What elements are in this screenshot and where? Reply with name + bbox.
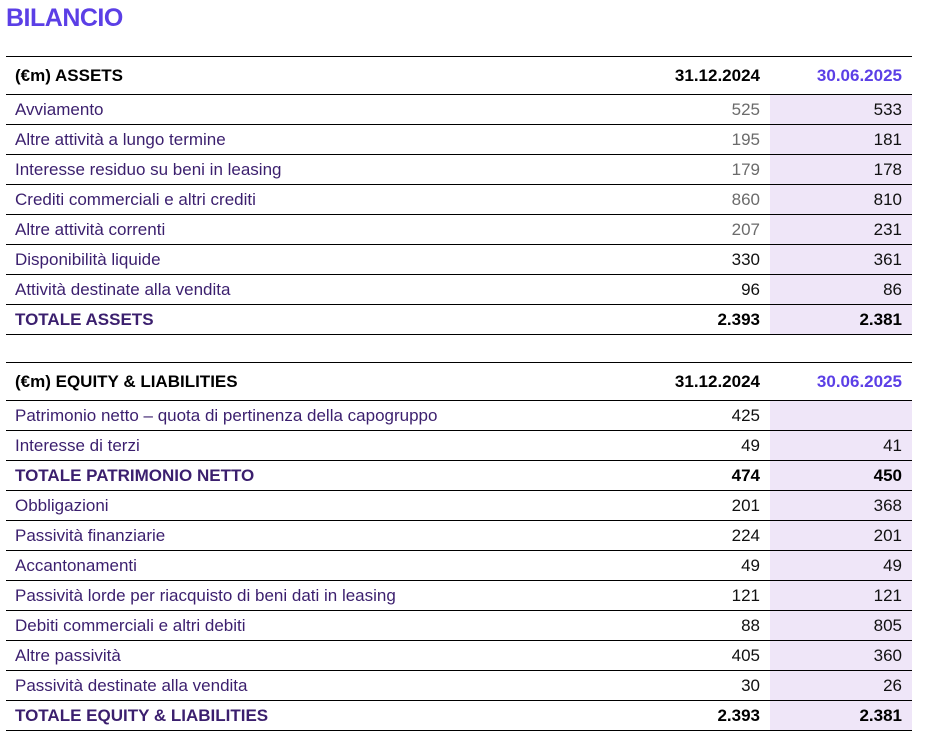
assets-table [6,56,912,335]
total-row [6,701,912,731]
row-value-2024: 121 [628,581,770,611]
row-label: Altre passività [6,641,628,671]
total-label: TOTALE ASSETS [6,305,628,335]
row-value-2024: 96 [628,275,770,305]
row-value-2024: 525 [628,95,770,125]
row-label: Patrimonio netto – quota di pertinenza della capogruppo [6,401,628,431]
row-value-2024: 49 [628,551,770,581]
row-value-2024: 860 [628,185,770,215]
equity-header-col1: 31.12.2024 [628,363,770,401]
table-row [6,185,912,215]
assets-header-col1: 31.12.2024 [628,57,770,95]
table-row [6,245,912,275]
table-row [6,275,912,305]
table-row [6,581,912,611]
row-value-2025: 533 [770,95,912,125]
row-value-2024: 405 [628,641,770,671]
total-value-2025: 2.381 [770,701,912,731]
row-label: Interesse residuo su beni in leasing [6,155,628,185]
subtotal-row [6,461,912,491]
table-row [6,401,912,431]
row-label: Attività destinate alla vendita [6,275,628,305]
subtotal-label: TOTALE PATRIMONIO NETTO [6,461,628,491]
row-value-2025: 361 [770,245,912,275]
row-value-2025: 86 [770,275,912,305]
row-label: Passività finanziarie [6,521,628,551]
row-value-2024: 49 [628,431,770,461]
row-value-2025: 41 [770,431,912,461]
table-row [6,611,912,641]
total-value-2024: 2.393 [628,701,770,731]
row-value-2024: 425 [628,401,770,431]
row-label: Altre attività a lungo termine [6,125,628,155]
row-value-2024: 30 [628,671,770,701]
row-value-2025: 201 [770,521,912,551]
row-value-2025: 178 [770,155,912,185]
table-row [6,155,912,185]
row-label: Avviamento [6,95,628,125]
row-label: Disponibilità liquide [6,245,628,275]
table-row [6,491,912,521]
row-value-2024: 179 [628,155,770,185]
row-value-2025: 810 [770,185,912,215]
total-value-2025: 2.381 [770,305,912,335]
total-value-2024: 2.393 [628,305,770,335]
subtotal-value-2025: 450 [770,461,912,491]
row-value-2025: 49 [770,551,912,581]
total-row [6,305,912,335]
table-row [6,551,912,581]
row-label: Debiti commerciali e altri debiti [6,611,628,641]
table-row [6,125,912,155]
assets-header-row [6,57,912,95]
row-value-2025: 360 [770,641,912,671]
table-row [6,215,912,245]
page-title: BILANCIO [6,4,123,32]
equity-header-row [6,363,912,401]
table-row [6,671,912,701]
row-label: Passività lorde per riacquisto di beni dati in leasing [6,581,628,611]
row-label: Obbligazioni [6,491,628,521]
equity-header-label: (€m) EQUITY & LIABILITIES [6,363,628,401]
row-value-2025 [770,401,912,431]
row-value-2025: 231 [770,215,912,245]
table-row [6,95,912,125]
table-row [6,521,912,551]
row-value-2025: 181 [770,125,912,155]
row-value-2025: 26 [770,671,912,701]
row-value-2024: 195 [628,125,770,155]
row-value-2024: 201 [628,491,770,521]
row-value-2024: 207 [628,215,770,245]
row-value-2024: 88 [628,611,770,641]
row-label: Passività destinate alla vendita [6,671,628,701]
row-label: Crediti commerciali e altri crediti [6,185,628,215]
row-value-2025: 805 [770,611,912,641]
equity-header-col2: 30.06.2025 [770,363,912,401]
row-value-2025: 368 [770,491,912,521]
assets-header-label: (€m) ASSETS [6,57,628,95]
row-value-2024: 224 [628,521,770,551]
row-label: Accantonamenti [6,551,628,581]
subtotal-value-2024: 474 [628,461,770,491]
assets-header-col2: 30.06.2025 [770,57,912,95]
table-row [6,431,912,461]
table-row [6,641,912,671]
row-label: Interesse di terzi [6,431,628,461]
row-label: Altre attività correnti [6,215,628,245]
row-value-2024: 330 [628,245,770,275]
row-value-2025: 121 [770,581,912,611]
total-label: TOTALE EQUITY & LIABILITIES [6,701,628,731]
equity-liabilities-table [6,362,912,731]
